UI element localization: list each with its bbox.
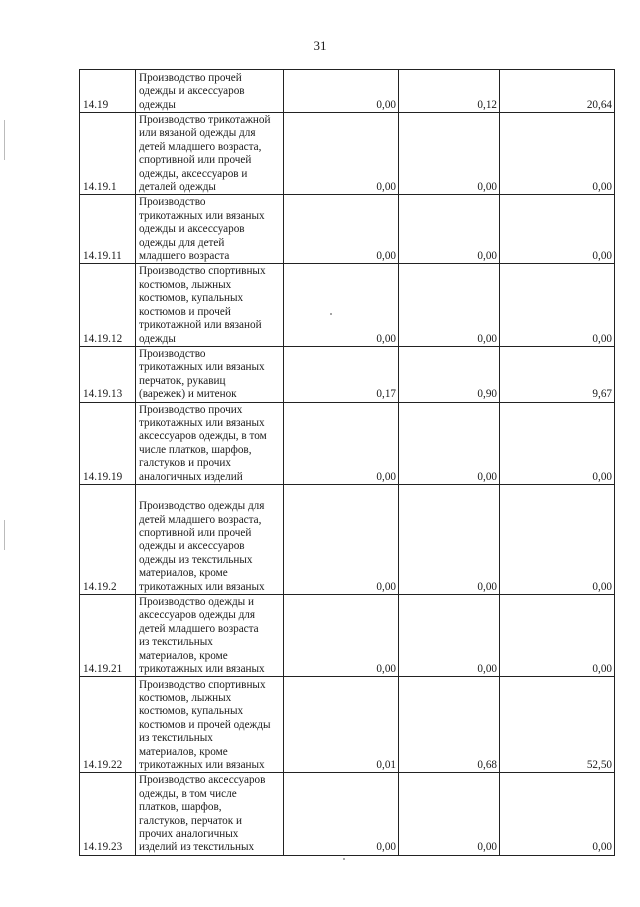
table-row <box>80 773 615 855</box>
name-cell: Производство аксессуаров одежды, в том числе платков, шарфов, галстуков, перчаток и прочих аналогичных изделий из текстильных <box>136 773 284 855</box>
code-cell: 14.19.11 <box>80 195 136 264</box>
table-row <box>80 195 615 264</box>
name-cell: Производство трикотажной или вязаной одежды для детей младшего возраста, спортивной или прочей одежды, аксессуаров и деталей одежды <box>136 113 284 195</box>
table-row <box>80 677 615 773</box>
table-row <box>80 113 615 195</box>
table-row <box>80 402 615 484</box>
value-cell-1: 0,00 <box>284 402 399 484</box>
table-row <box>80 70 615 113</box>
table-row <box>80 594 615 676</box>
table-body <box>80 70 615 856</box>
name-cell: Производство одежды для детей младшего возраста, спортивной или прочей одежды и аксессуаров одежды из текстильных материалов, кроме трикотажных или вязаных <box>136 484 284 594</box>
name-cell: Производство одежды и аксессуаров одежды для детей младшего возраста из текстильных материалов, кроме трикотажных или вязаных <box>136 594 284 676</box>
code-cell: 14.19.2 <box>80 484 136 594</box>
name-cell: Производство трикотажных или вязаных одежды и аксессуаров одежды для детей младшего возраста <box>136 195 284 264</box>
code-cell: 14.19.1 <box>80 113 136 195</box>
value-cell-3: 0,00 <box>500 594 615 676</box>
value-cell-3: 0,00 <box>500 195 615 264</box>
value-cell-2: 0,00 <box>399 402 500 484</box>
value-cell-3: 9,67 <box>500 346 615 402</box>
value-cell-2: 0,00 <box>399 773 500 855</box>
name-cell: Производство спортивных костюмов, лыжных костюмов, купальных костюмов и прочей трикотажной или вязаной одежды <box>136 264 284 346</box>
code-cell: 14.19.23 <box>80 773 136 855</box>
value-cell-1: 0,01 <box>284 677 399 773</box>
value-cell-2: 0,68 <box>399 677 500 773</box>
value-cell-1: 0,00 <box>284 594 399 676</box>
value-cell-1: 0,00 <box>284 773 399 855</box>
code-cell: 14.19.22 <box>80 677 136 773</box>
value-cell-3: 0,00 <box>500 402 615 484</box>
value-cell-2: 0,00 <box>399 594 500 676</box>
statistics-table <box>79 69 615 856</box>
name-cell: Производство спортивных костюмов, лыжных костюмов, купальных костюмов и прочей одежды из текстильных материалов, кроме трикотажных или вязаных <box>136 677 284 773</box>
value-cell-1: 0,00 <box>284 484 399 594</box>
value-cell-2: 0,00 <box>399 113 500 195</box>
scan-speck <box>343 858 345 860</box>
code-cell: 14.19 <box>80 70 136 113</box>
code-cell: 14.19.21 <box>80 594 136 676</box>
value-cell-1: 0,00 <box>284 264 399 346</box>
value-cell-3: 0,00 <box>500 113 615 195</box>
value-cell-2: 0,12 <box>399 70 500 113</box>
table-row <box>80 264 615 346</box>
code-cell: 14.19.12 <box>80 264 136 346</box>
value-cell-2: 0,00 <box>399 264 500 346</box>
table-row <box>80 346 615 402</box>
value-cell-1: 0,00 <box>284 70 399 113</box>
value-cell-1: 0,00 <box>284 195 399 264</box>
value-cell-3: 0,00 <box>500 264 615 346</box>
name-cell: Производство трикотажных или вязаных перчаток, рукавиц (варежек) и митенок <box>136 346 284 402</box>
name-cell: Производство прочей одежды и аксессуаров одежды <box>136 70 284 113</box>
value-cell-1: 0,17 <box>284 346 399 402</box>
value-cell-2: 0,90 <box>399 346 500 402</box>
code-cell: 14.19.19 <box>80 402 136 484</box>
scan-edge-mark <box>4 120 5 160</box>
code-cell: 14.19.13 <box>80 346 136 402</box>
value-cell-2: 0,00 <box>399 195 500 264</box>
value-cell-3: 0,00 <box>500 484 615 594</box>
name-cell: Производство прочих трикотажных или вязаных аксессуаров одежды, в том числе платков, шарфов, галстуков и прочих аналогичных изделий <box>136 402 284 484</box>
scan-edge-mark <box>4 520 5 550</box>
page-number: 31 <box>313 38 327 53</box>
value-cell-2: 0,00 <box>399 484 500 594</box>
value-cell-3: 52,50 <box>500 677 615 773</box>
table-row <box>80 484 615 594</box>
value-cell-3: 20,64 <box>500 70 615 113</box>
value-cell-1: 0,00 <box>284 113 399 195</box>
value-cell-3: 0,00 <box>500 773 615 855</box>
